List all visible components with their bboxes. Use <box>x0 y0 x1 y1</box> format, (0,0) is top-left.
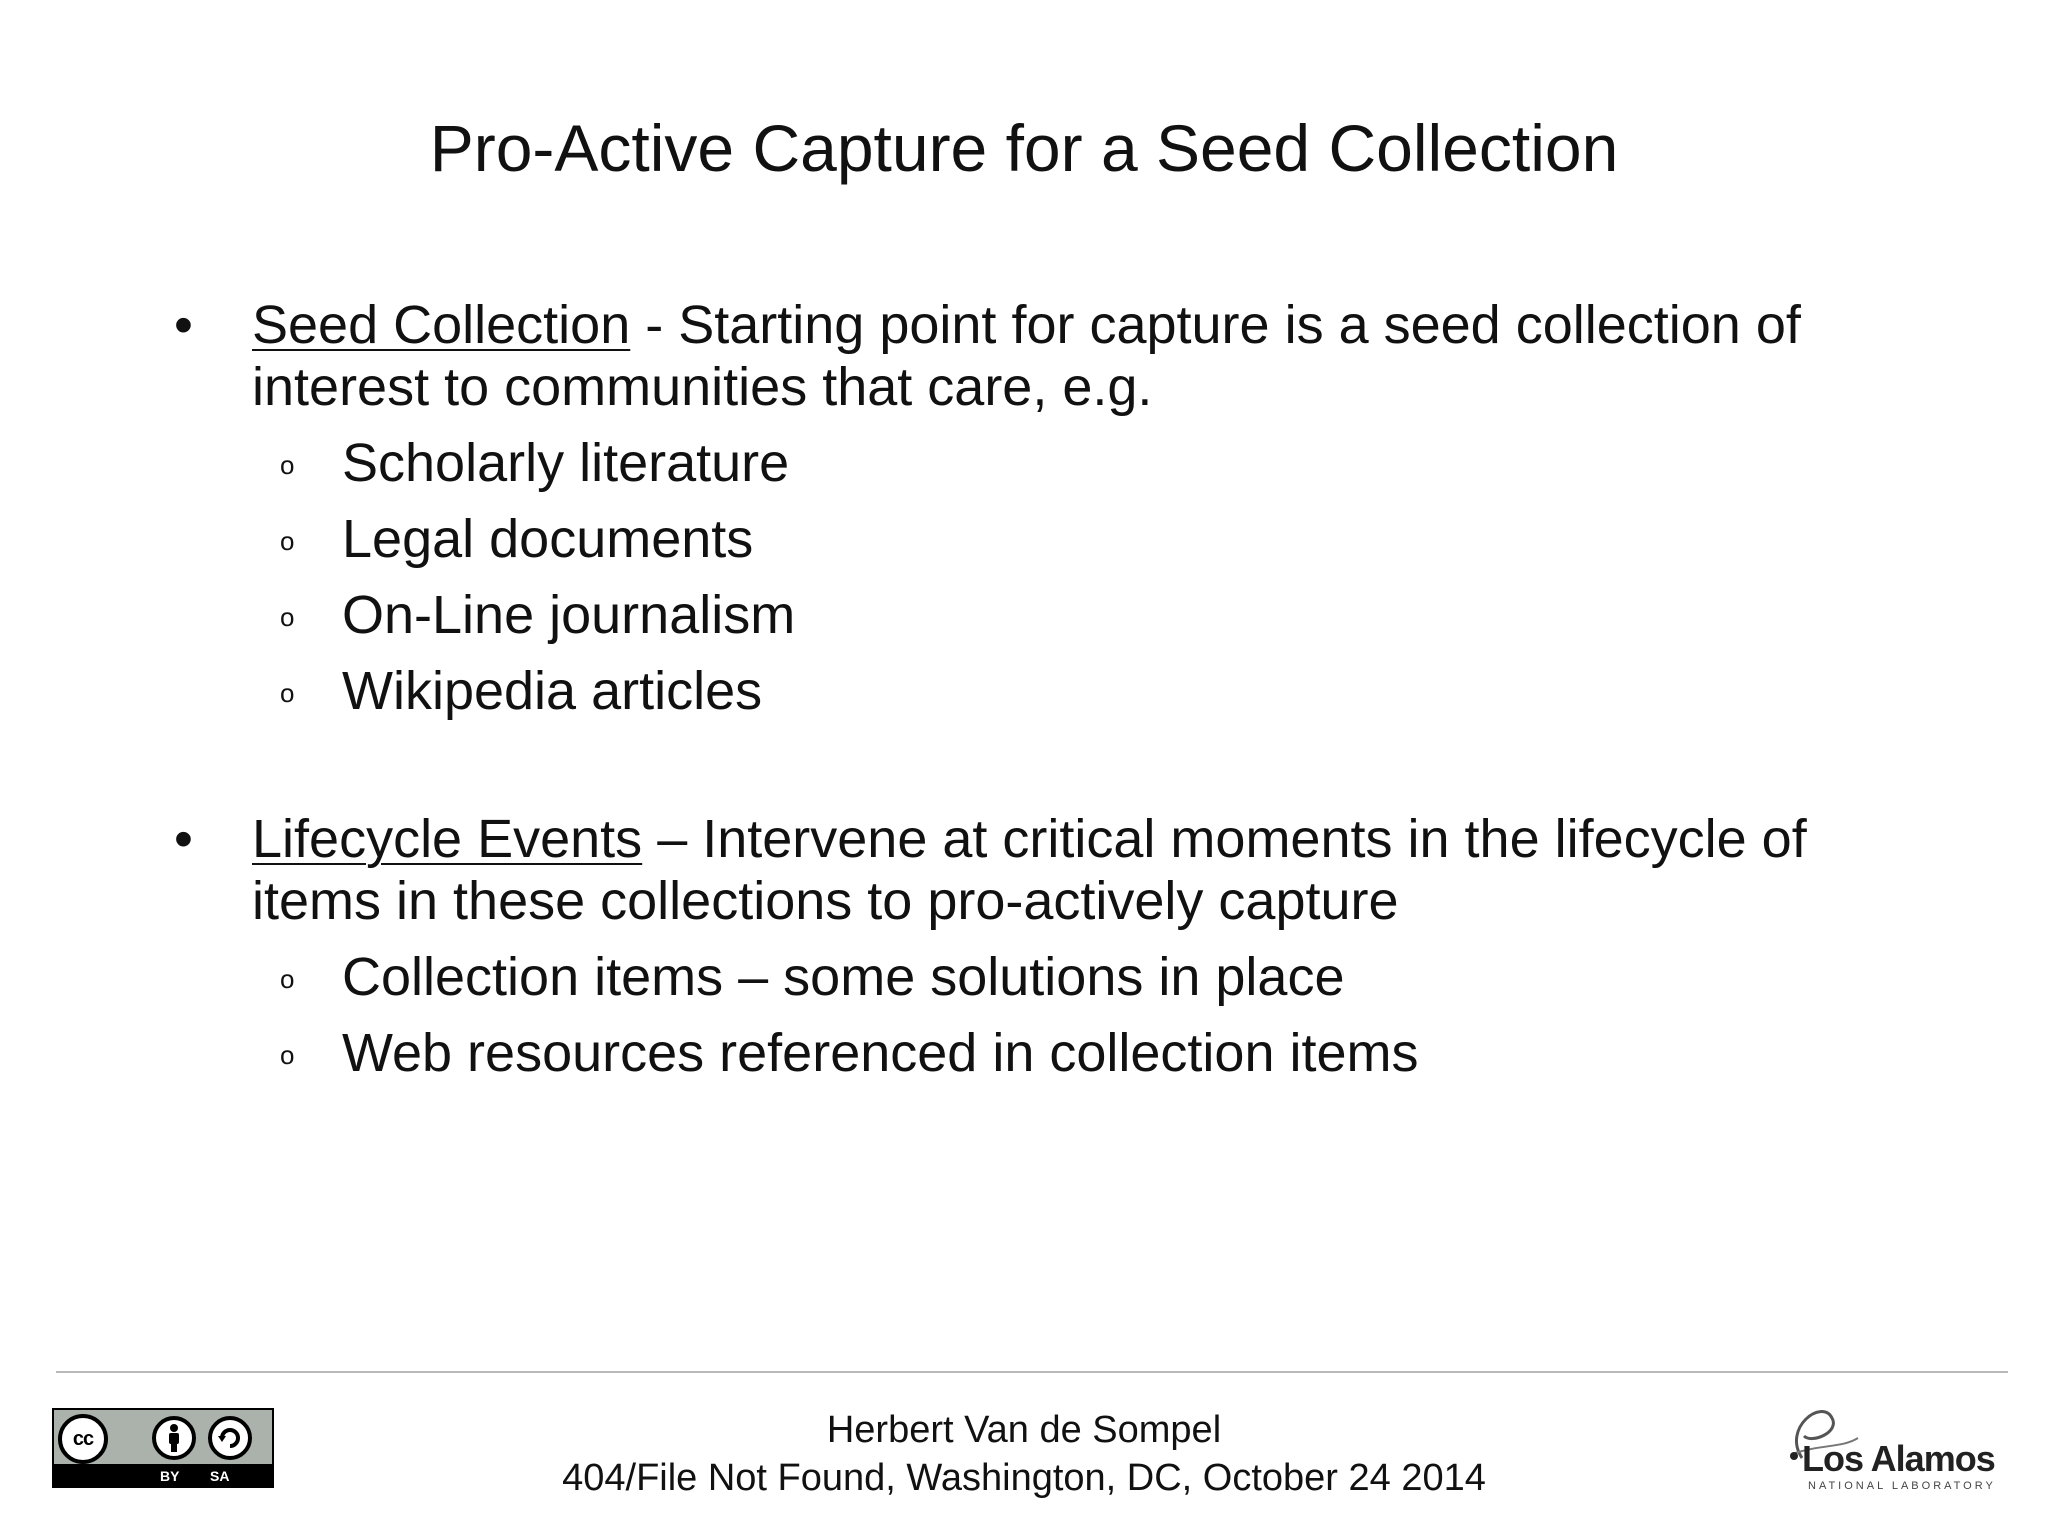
list-item-text: Web resources referenced in collection items <box>342 1023 1419 1083</box>
cc-by-label: BY <box>160 1468 180 1484</box>
list-item <box>252 660 795 736</box>
bullet-marker: • <box>174 295 193 355</box>
list-item-text: Legal documents <box>342 509 754 569</box>
list-item-text: Wikipedia articles <box>342 661 763 721</box>
bullet-text-lifecycle-events: – Intervene at critical moments in the lifecycle of items in these collections to pro-actively capture <box>252 809 1807 931</box>
cc-sa-label: SA <box>210 1468 230 1484</box>
bullet-text-seed-collection: - Starting point for capture is a seed collection of interest to communities that care, e.g. <box>252 295 1801 417</box>
list-item <box>252 508 795 584</box>
list-item <box>252 1022 1419 1098</box>
list-item-text: On-Line journalism <box>342 585 796 645</box>
bullet-marker: • <box>174 809 193 869</box>
list-item <box>252 946 1419 1022</box>
bullet-lifecycle-events <box>174 808 1912 932</box>
sub-bullet-marker: o <box>280 1040 295 1070</box>
los-alamos-logo <box>1762 1398 2012 1494</box>
cc-icon: cc <box>58 1414 108 1464</box>
footer-author: Herbert Van de Sompel <box>826 1409 1222 1451</box>
list-item <box>252 432 795 508</box>
sub-bullet-marker: o <box>280 450 295 480</box>
list-item-text: Collection items – some solutions in place <box>342 947 1345 1007</box>
bullet-seed-collection <box>174 294 1912 418</box>
sub-bullet-marker: o <box>280 964 295 994</box>
footer-divider <box>56 1371 2008 1373</box>
los-alamos-name: Los Alamos <box>1802 1438 1995 1479</box>
sub-list-seed-collection <box>252 432 795 736</box>
sub-bullet-marker: o <box>280 526 295 556</box>
slide-title: Pro-Active Capture for a Seed Collection <box>429 111 1619 185</box>
list-item <box>252 584 795 660</box>
bullet-lead-lifecycle-events: Lifecycle Events <box>252 809 643 869</box>
sub-list-lifecycle-events <box>252 946 1419 1098</box>
bullet-lead-seed-collection: Seed Collection <box>252 295 631 355</box>
sub-bullet-marker: o <box>280 602 295 632</box>
footer-event: 404/File Not Found, Washington, DC, October 24 2014 <box>562 1457 1486 1499</box>
list-item-text: Scholarly literature <box>342 433 790 493</box>
sub-bullet-marker: o <box>280 678 295 708</box>
slide-footer <box>0 1406 2048 1502</box>
los-alamos-subtitle: NATIONAL LABORATORY <box>1808 1480 1996 1492</box>
